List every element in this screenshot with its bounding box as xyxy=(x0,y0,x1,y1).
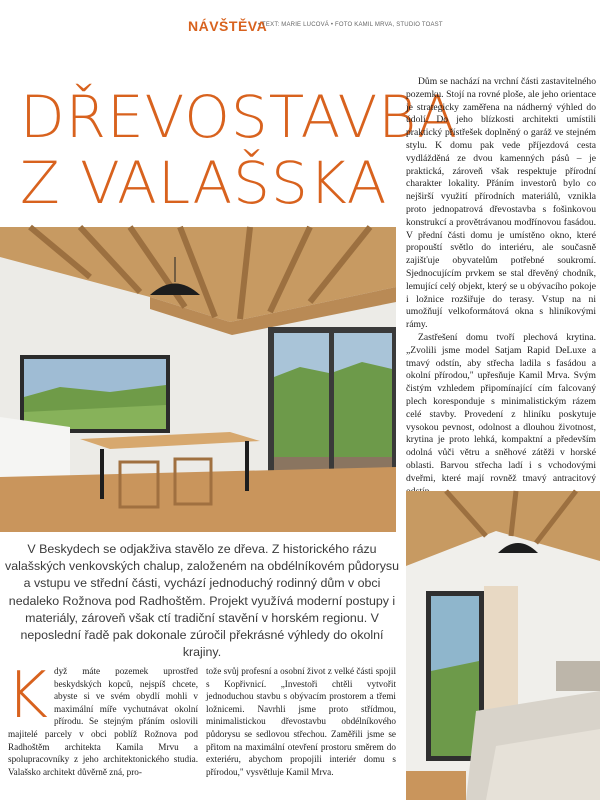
bedroom-photo xyxy=(406,491,600,800)
credits: • TEXT: MARIE LUCOVÁ • FOTO KAMIL MRVA, STUDIO TOAST xyxy=(258,22,443,28)
body-column-1-text: dyž máte pozemek uprostřed beskydských kopců, nejspíš chcete, abyste si ve svém obydlí mohli v maximální míře vychutnávat okolní přírodu. Se stejným přáním oslovili majitelé parcely v obci poblíž Rožnova pod Radhoštěm architekta Kamila Mrvu a spolupracovníky z jeho architektonického studia. Valašsko architekt důvěrně zná, pro- xyxy=(8,666,198,777)
body-column-2 xyxy=(206,665,396,797)
living-room-photo xyxy=(0,227,396,532)
body-column-2-text: tože svůj profesní a osobní život z velké části spojil s Kopřivnicí. „Investoři chtěli vytvořit jednoduchou stavbu s obývacím prostorem a třemi ložnicemi. Navrhli jsme proto střídmou, minimalistickou dřevostavbu obdélníkového půdorysu se sedlovou střechou. Zaměřili jsme se přitom na maximální otevření prostoru směrem do exteriéru, abychom propojili interiér domu s přírodou," vysvětluje Kamil Mrva. xyxy=(206,666,396,777)
section-label: NÁVŠTĚVA xyxy=(188,18,268,34)
right-column-text xyxy=(406,76,596,482)
drop-cap: K xyxy=(6,659,48,733)
body-column-1 xyxy=(6,659,198,797)
article-title-line-2: Z VALAŠSKA xyxy=(20,149,388,217)
right-paragraph-1: Dům se nachází na vrchní části zastavitelného pozemku. Stojí na rovné ploše, ale jeho orientace je strategicky zaměřena na nádherný výhled do údolí. Do jeho blízkosti architekti umístili praktický přístřešek doplněný o garáž ve stejném stylu. K domu pak vede příjezdová cesta vydlážděná ze dvou kamenných pásů – je praktická, zároveň však respektuje přírodní charakter lokality. Přáním investorů bylo co nejširší využití přírodních materiálů, vznikla proto jednopatrová dřevostavba s fošinkovou konstrukcí a provětrávanou modřínovou fasádou. V přední části domu je umístěno okno, které propouští světlo do interiéru, ale současně zajišťuje obyvatelům potřebné soukromí. Sjednocujícím prvkem se stal dřevěný chodník, lemující celý objekt, který se u obývacího pokoje i ložnice rozšiřuje do terasy. Vstup na ni umožňují velkoformátová okna s hliníkovými rámy. xyxy=(406,76,596,331)
right-paragraph-2-text: Zastřešení domu tvoří plechová krytina. „Zvolili jsme model Satjam Rapid DeLuxe a tmavý odstín, aby střecha ladila s fasádou a okolní přírodou," upřesňuje Kamil Mrva. Svým čistým vzhledem připomínající cím falcovaný plech koresponduje s minimalistickým rázem celé stavby. Provedení z hliníku poskytuje vysokou pevnost, odolnost a dlouhou životnost, krytina je proto lehká, kompaktní a především odolná vůči větru a sněhové zátěži v horské oblasti. Barvou střecha ladí i s vchodovými dveřmi, které mají rovněž tmavý antracitový xyxy=(406,331,596,484)
right-paragraph-2 xyxy=(406,332,596,498)
lead-paragraph: V Beskydech se odjakživa stavělo ze dřeva. Z historického rázu valašských venkovských chalup, založeném na obdélníkovém půdorysu a vstupu ve střední části, vychází jednoduchý rodinný dům v obci nedaleko Rožnova pod Radhoštěm. Projekt využívá moderní postupy i materiály, zároveň však ctí tradiční stavění v horském regionu. V neposlední řadě pak dokonale zúročil překrásné výhledy do okolní krajiny. xyxy=(5,542,399,660)
article-title-line-1: DŘEVOSTAVBA xyxy=(20,83,458,151)
